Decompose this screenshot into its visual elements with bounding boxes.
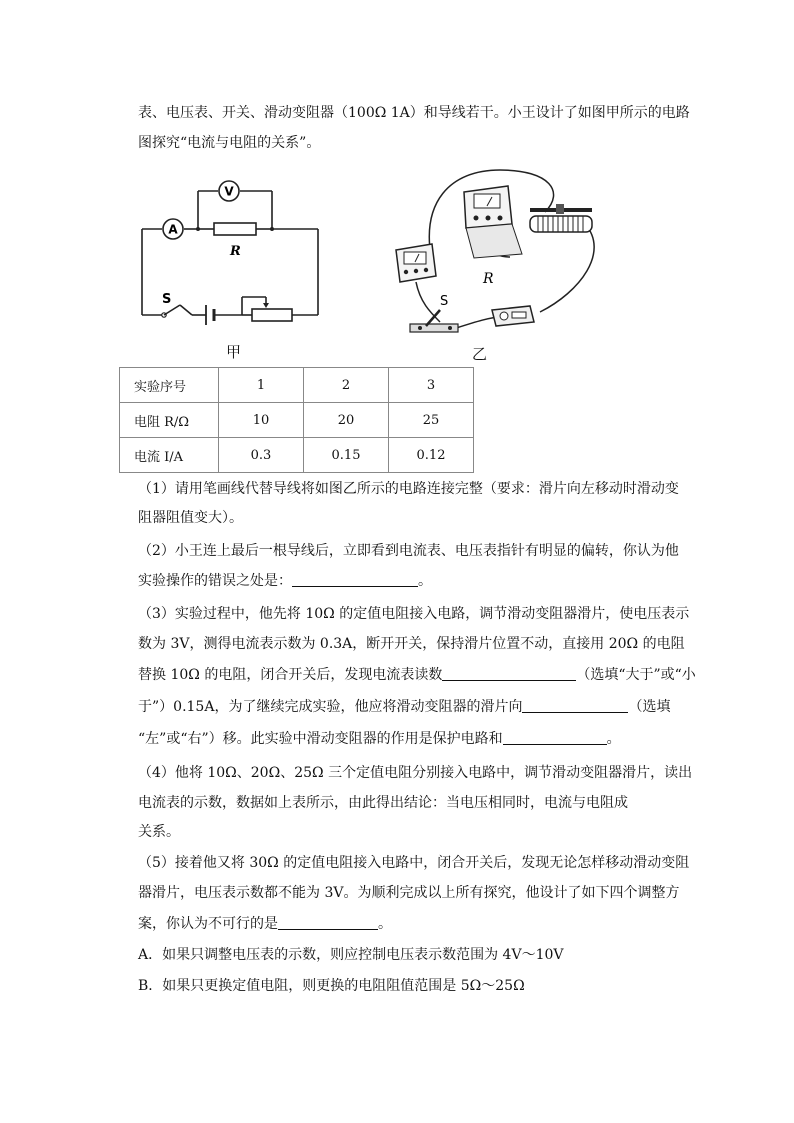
table-cell: 1: [219, 368, 304, 403]
ammeter-device: [396, 244, 436, 282]
resistor-label-r-yi: R: [483, 271, 494, 287]
svg-text:A: A: [168, 222, 178, 237]
question-5-end: 。: [378, 916, 392, 932]
table-cell: 20: [304, 403, 389, 438]
switch-label-s: S: [162, 292, 172, 307]
table-cell: 10: [219, 403, 304, 438]
table-cell: 0.15: [304, 438, 389, 473]
question-3-text: 于”）0.15A，为了继续完成实验，他应将滑动变阻器的滑片向: [138, 699, 523, 715]
table-cell: 0.12: [389, 438, 474, 473]
question-5-text: 案，你认为不可行的是: [138, 916, 278, 932]
option-b: B．如果只更换定值电阻，则更换的电阻阻值范围是 5Ω～25Ω: [138, 978, 525, 994]
table-cell: 电阻 R/Ω: [120, 403, 219, 438]
table-cell: 电流 I/A: [120, 438, 219, 473]
data-table: [119, 367, 474, 473]
question-3-line-1: （3）实验过程中，他先将 10Ω 的定值电阻接入电路，调节滑动变阻器滑片，使电压表示: [138, 606, 690, 622]
table-cell: 25: [389, 403, 474, 438]
voltmeter-symbol: [219, 181, 239, 201]
question-3-line-3: [138, 665, 696, 685]
caption-jia: 甲: [226, 343, 242, 361]
table-row: [120, 368, 474, 403]
question-1-line-2: 阻器阻值变大）。: [138, 510, 243, 526]
answer-blank[interactable]: [292, 572, 418, 587]
circuit-diagram-jia: [130, 175, 340, 335]
resistor-symbol: [214, 223, 256, 235]
caption-yi: 乙: [472, 345, 488, 363]
table-cell: 0.3: [219, 438, 304, 473]
question-5-line-2: 器滑片，电压表示数都不能为 3V。为顺利完成以上所有探究，他设计了如下四个调整方: [138, 885, 680, 901]
question-5-line-1: （5）接着他又将 30Ω 的定值电阻接入电路中，闭合开关后，发现无论怎样移动滑动变阻: [138, 855, 690, 871]
circuit-drawing-yi: [380, 162, 620, 342]
answer-blank[interactable]: [278, 915, 378, 930]
question-3-line-4: [138, 697, 670, 717]
question-3-text: （选填“大于”或“小: [576, 667, 696, 683]
option-a: A．如果只调整电压表的示数，则应控制电压表示数范围为 4V～10V: [138, 947, 564, 963]
table-cell: 实验序号: [120, 368, 219, 403]
intro-line-2: 图探究“电流与电阻的关系”。: [138, 135, 321, 151]
table-row: [120, 438, 474, 473]
question-4-line-1: （4）他将 10Ω、20Ω、25Ω 三个定值电阻分别接入电路中，调节滑动变阻器滑片，读出: [138, 765, 693, 781]
question-5-line-3: [138, 914, 392, 934]
question-1-line-1: （1）请用笔画线代替导线将如图乙所示的电路连接完整（要求：滑片向左移动时滑动变: [138, 481, 679, 497]
table-cell: 2: [304, 368, 389, 403]
switch-device: [410, 310, 458, 332]
rheostat-device: [530, 204, 592, 232]
question-3-line-2: 数为 3V，测得电流表示数为 0.3A，断开开关，保持滑片位置不动，直接用 20Ω 的电阻: [138, 636, 685, 652]
question-2-end: 。: [418, 573, 432, 589]
answer-blank[interactable]: [503, 730, 607, 745]
resistor-label-r: R: [230, 244, 241, 259]
question-2-line-1: （2）小王连上最后一根导线后，立即看到电流表、电压表指针有明显的偏转，你认为他: [138, 543, 679, 559]
question-3-text: 替换 10Ω 的电阻，闭合开关后，发现电流表读数: [138, 667, 443, 683]
rheostat-symbol: [252, 309, 292, 321]
answer-blank[interactable]: [522, 698, 628, 713]
switch-label-s-yi: S: [440, 294, 449, 309]
voltmeter-device: [464, 186, 522, 258]
question-3-text: “左”或“右”）移。此实验中滑动变阻器的作用是保护电路和: [138, 731, 503, 747]
battery-device: [492, 306, 534, 326]
question-3-end: 。: [606, 731, 621, 747]
question-4-line-3: 关系。: [138, 824, 180, 840]
table-cell: 3: [389, 368, 474, 403]
question-3-text: （选填: [628, 699, 671, 715]
question-4-line-2: 电流表的示数，数据如上表所示，由此得出结论：当电压相同时，电流与电阻成: [138, 795, 628, 811]
question-2-text: 实验操作的错误之处是：: [138, 573, 292, 589]
answer-blank[interactable]: [442, 666, 576, 681]
table-row: [120, 403, 474, 438]
question-3-line-5: [138, 729, 621, 749]
intro-line-1: 表、电压表、开关、滑动变阻器（100Ω 1A）和导线若干。小王设计了如图甲所示的电路: [138, 105, 690, 121]
ammeter-symbol: [163, 219, 183, 239]
question-2-line-2: [138, 571, 432, 591]
svg-text:V: V: [224, 184, 234, 199]
